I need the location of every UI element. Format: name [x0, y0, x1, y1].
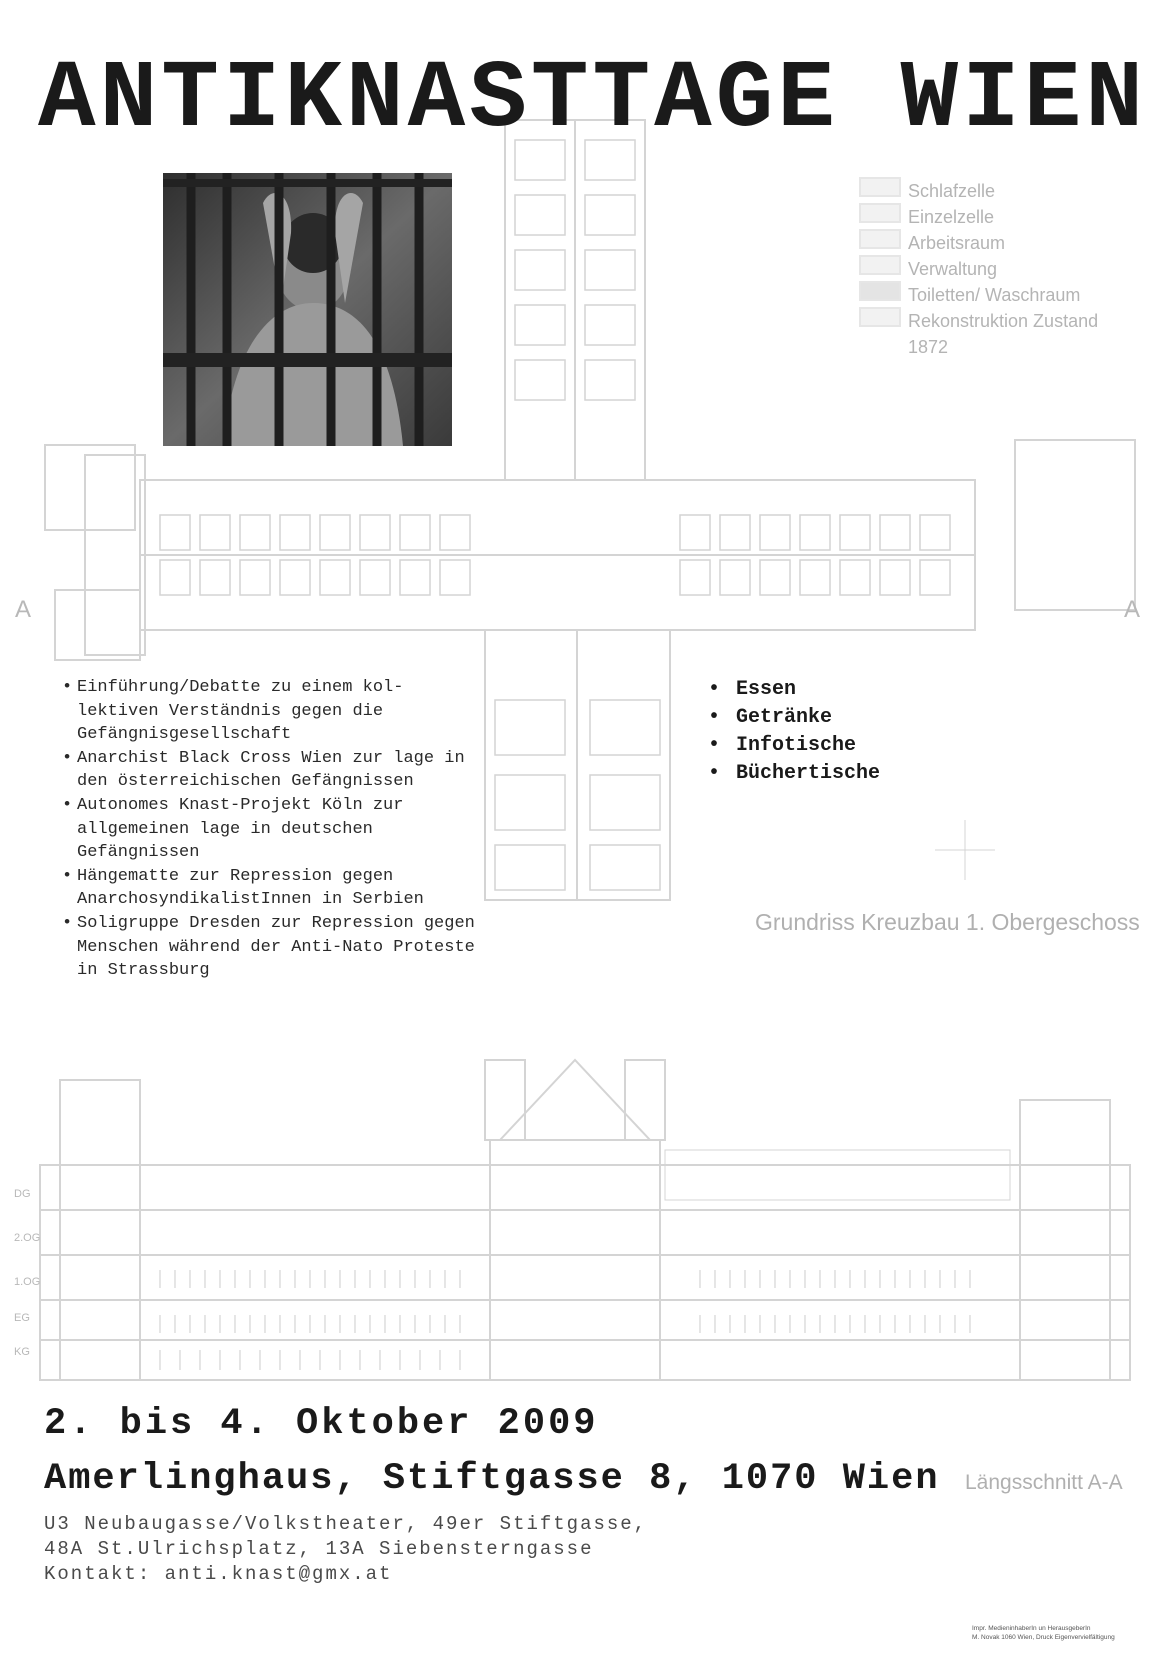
- extras-item: • Essen: [706, 676, 880, 704]
- extras-item: • Getränke: [706, 704, 880, 732]
- imprint: [972, 1624, 1115, 1642]
- talk-item: • Soligruppe Dresden zur Repression gegen Menschen während der Anti-Nato Proteste in Strassburg: [60, 912, 480, 983]
- legend-item: Rekonstruktion Zustand: [908, 311, 1099, 331]
- extras-list: [706, 676, 880, 788]
- talks-list: [60, 676, 480, 983]
- poster-title: ANTIKNASTTAGE WIEN: [38, 45, 1147, 154]
- legend-item: Arbeitsraum: [908, 233, 1006, 253]
- floor-label: 1.OG: [14, 1276, 41, 1288]
- contact-line: Kontakt: anti.knast@gmx.at: [44, 1563, 393, 1585]
- transport-info: [44, 1512, 647, 1587]
- talk-item: • Autonomes Knast-Projekt Köln zur allgemeinen lage in deutschen Gefängnissen: [60, 794, 480, 865]
- floor-label: KG: [14, 1346, 30, 1358]
- laengsschnitt-caption: Längsschnitt A-A: [965, 1471, 1123, 1494]
- imprint-line: M. Novak 1060 Wien, Druck Eigenvervielfältigung: [972, 1634, 1115, 1641]
- extras-item: • Büchertische: [706, 760, 880, 788]
- extras-item: • Infotische: [706, 732, 880, 760]
- legend-item: Einzelzelle: [908, 207, 995, 227]
- section-mark-right: A: [1124, 596, 1141, 623]
- section-mark-left: A: [15, 596, 32, 623]
- talk-item: • Anarchist Black Cross Wien zur lage in den österreichischen Gefängnissen: [60, 747, 480, 794]
- event-date: 2. bis 4. Oktober 2009: [44, 1403, 599, 1445]
- plan-legend: [908, 178, 1098, 360]
- legend-item: Schlafzelle: [908, 181, 996, 201]
- floor-label: DG: [14, 1188, 31, 1200]
- talk-item: • Einführung/Debatte zu einem kol-lektiven Verständnis gegen die Gefängnisgesellschaft: [60, 676, 480, 747]
- legend-item: 1872: [908, 337, 949, 357]
- event-venue: Amerlinghaus, Stiftgasse 8, 1070 Wien: [44, 1458, 940, 1500]
- floor-label: EG: [14, 1312, 30, 1324]
- grundriss-caption: Grundriss Kreuzbau 1. Obergeschoss: [755, 909, 1140, 935]
- legend-item: Verwaltung: [908, 259, 998, 279]
- floor-label: 2.OG: [14, 1232, 41, 1244]
- transport-line: 48A St.Ulrichsplatz, 13A Siebensterngasse: [44, 1538, 594, 1560]
- transport-line: U3 Neubaugasse/Volkstheater, 49er Stiftgasse,: [44, 1513, 648, 1535]
- talk-item: • Hängematte zur Repression gegen AnarchosyndikalistInnen in Serbien: [60, 865, 480, 912]
- imprint-line: Impr. MedieninhaberIn un HerausgeberIn: [972, 1625, 1091, 1632]
- prisoner-behind-bars-photo: [163, 173, 452, 446]
- legend-item: Toiletten/ Waschraum: [908, 285, 1081, 305]
